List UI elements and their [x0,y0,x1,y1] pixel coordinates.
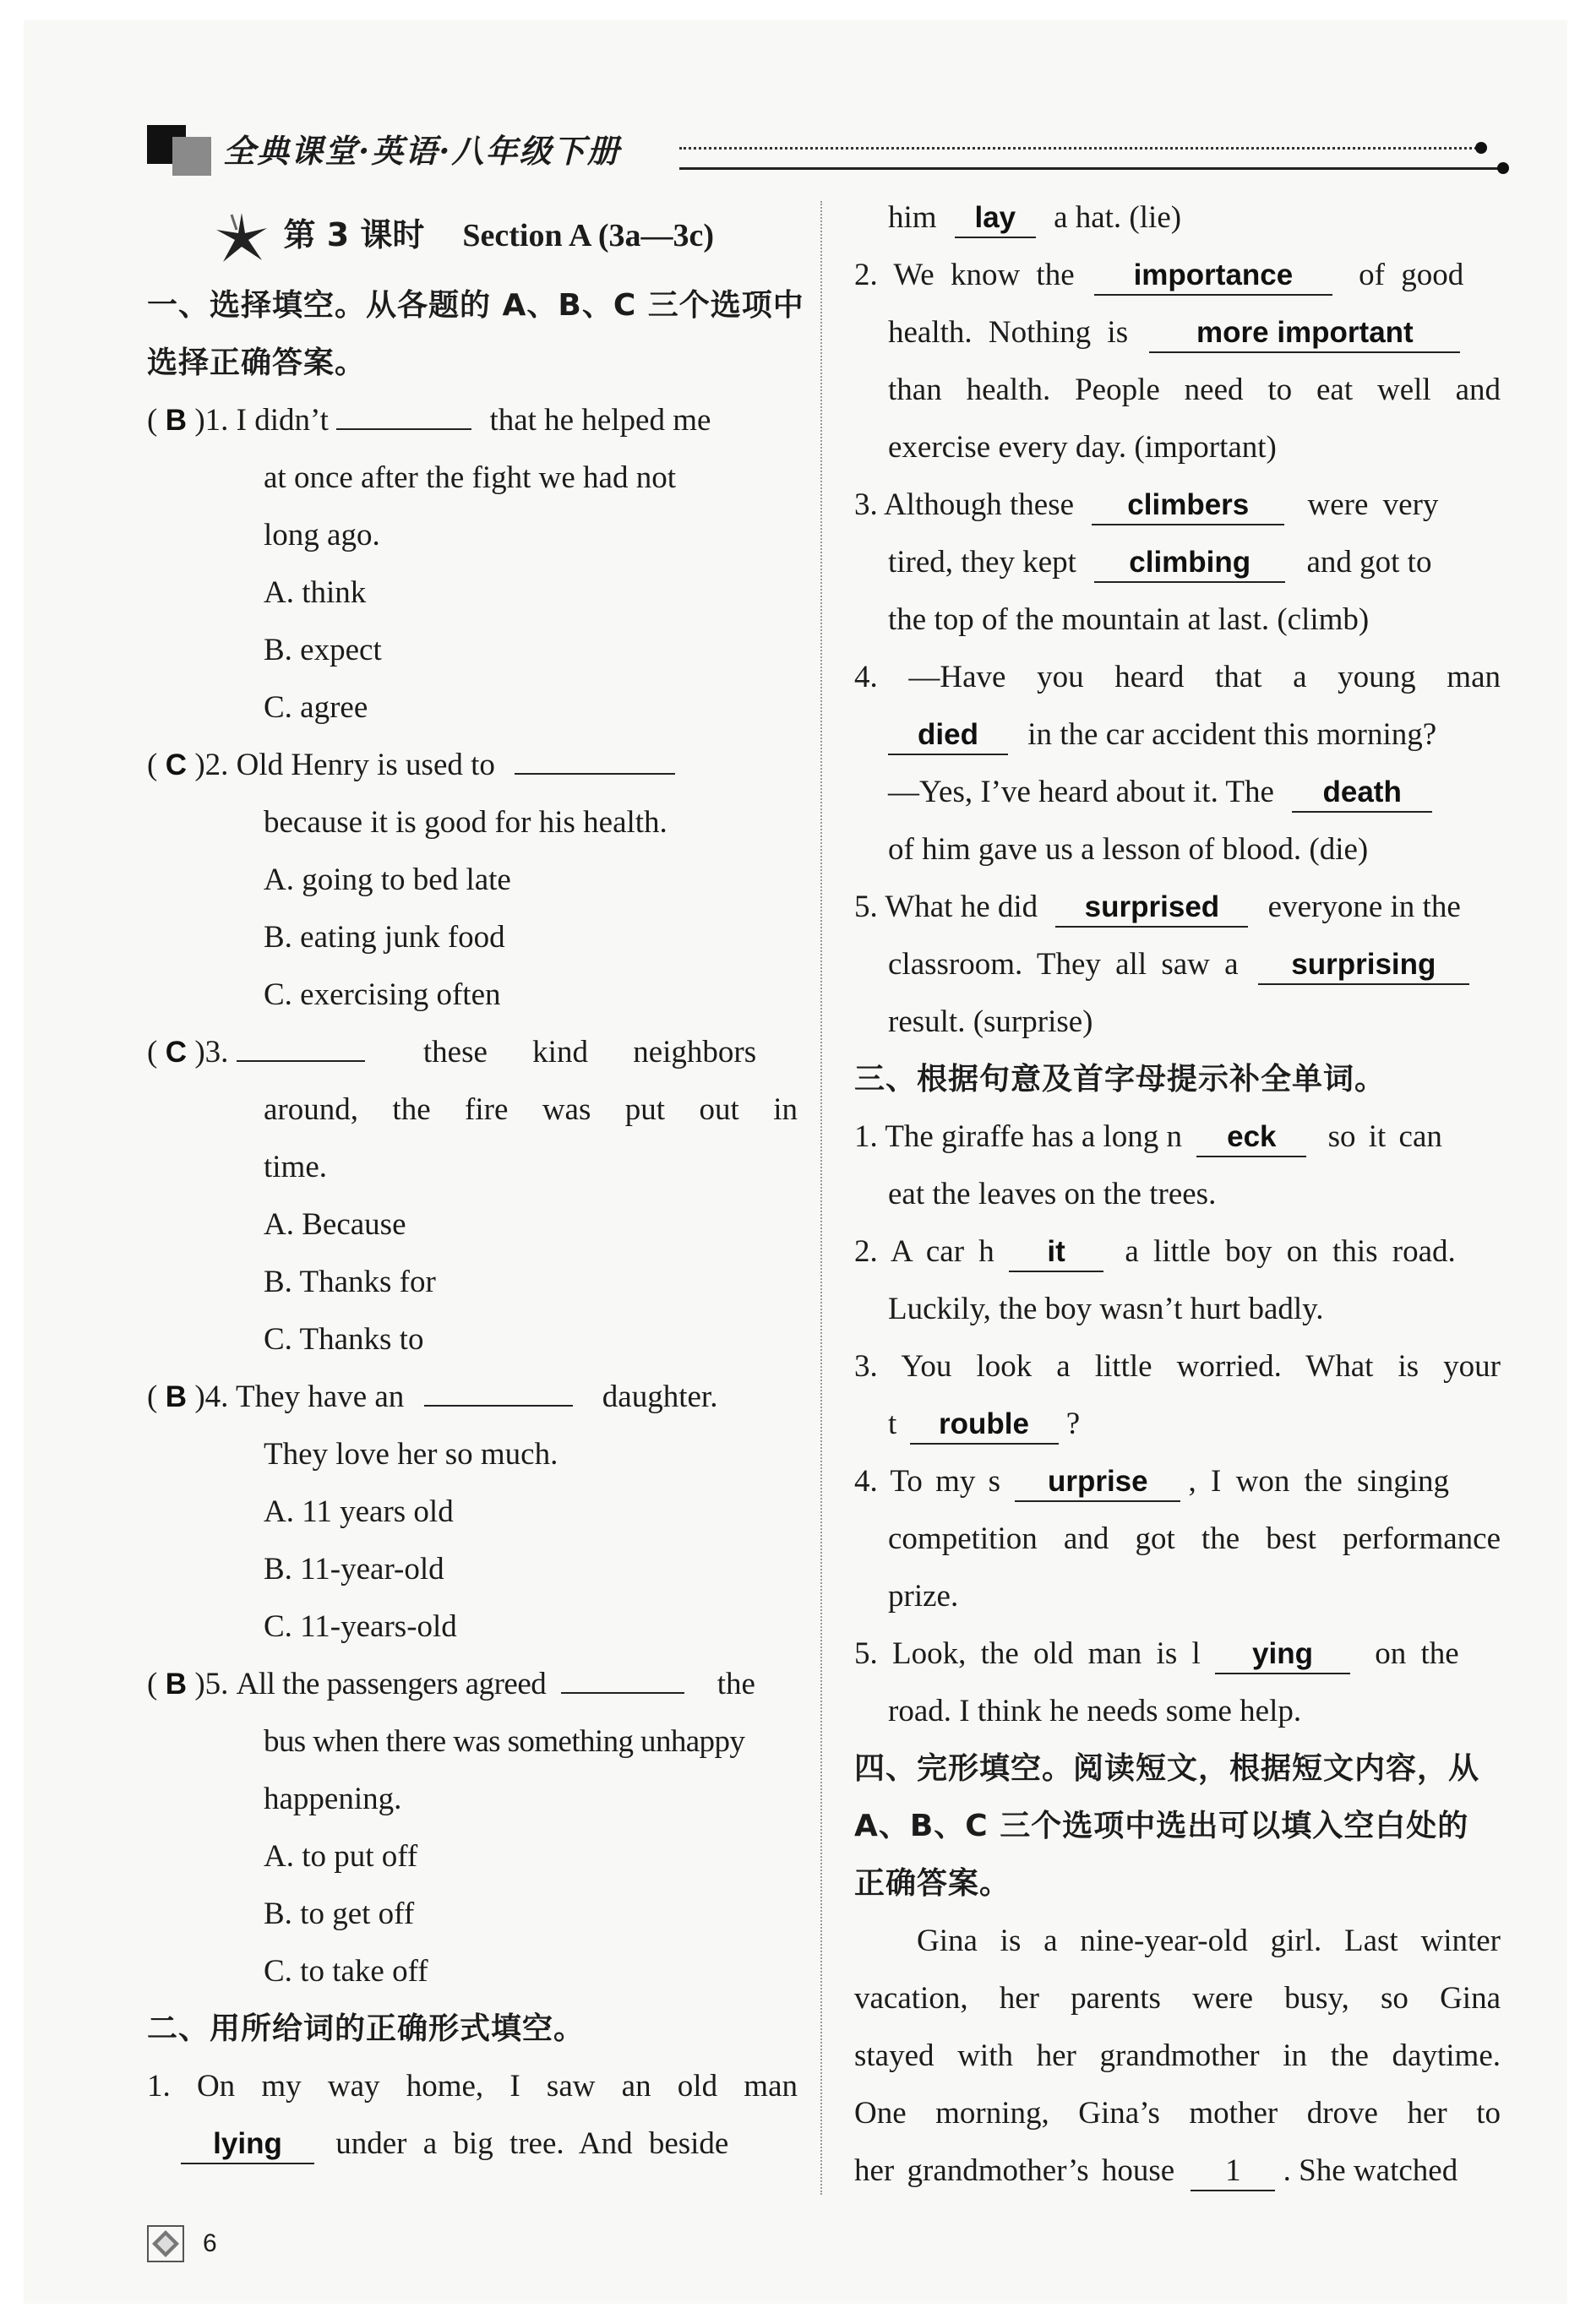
word-question-2: 2. A car h it a little boy on this road. [854,1223,1501,1281]
sentence-line: died in the car accident this morning? [854,706,1501,764]
answer-blank[interactable]: it [1009,1233,1103,1272]
word-question-4: 4. To my s urprise , I won the singing [854,1453,1501,1510]
question-3: ( C )3. these kind neighbors [147,1024,798,1081]
passage-line: her grandmother’s house 1 . She watched [854,2142,1501,2200]
answer-blank[interactable]: died [888,716,1008,755]
option-c: C. to take off [264,1954,428,1989]
option-a: A. to put off [264,1839,418,1874]
answer-blank[interactable] [424,1405,573,1407]
passage-line: stayed with her grandmother in the daytime. [854,2038,1501,2073]
part4-title-cont: A、B、C 三个选项中选出可以填入空白处的 [854,1809,1469,1843]
passage-line: Gina is a nine-year-old girl. Last winter [917,1924,1501,1958]
option-c: C. Thanks to [264,1322,424,1357]
answer-blank[interactable] [237,1060,365,1062]
sentence-4: 4. —Have you heard that a young man [854,660,1501,694]
sentence-line: —Yes, I’ve heard about it. The death [854,764,1501,821]
page-number: 6 [203,2229,217,2257]
header-dot [1475,142,1487,154]
question-5: ( B )5. All the passengers agreed the [147,1656,798,1713]
option-b: B. eating junk food [264,920,505,955]
word-question-3: 3. You look a little worried. What is your [854,1349,1501,1384]
sentence-3: 3. Although these climbers were very [854,476,1501,534]
page [24,20,1567,2304]
page-header [147,120,1507,188]
header-dot [1497,162,1509,174]
page-footer [147,2225,217,2262]
option-b: B. expect [264,633,382,667]
answer-blank[interactable]: climbers [1092,487,1284,525]
answer-blank[interactable]: more important [1149,314,1460,353]
part1-title-cont: 选择正确答案。 [147,346,367,380]
option-a: A. going to bed late [264,863,511,897]
word-question-1: 1. The giraffe has a long n eck so it can [854,1108,1501,1166]
sentence-text: than health. People need to eat well and [888,373,1501,407]
left-column [147,193,804,2173]
sentence-line: lying under a big tree. And beside [147,2115,798,2173]
answer-letter: B [165,404,187,437]
diamond-icon [147,2225,184,2262]
option-a: A. 11 years old [264,1494,454,1529]
answer-blank[interactable]: lay [955,199,1036,238]
header-dotted-line [679,147,1482,150]
answer-letter: C [165,748,187,781]
answer-letter: C [165,1036,187,1069]
cloze-blank-1[interactable]: 1 [1191,2153,1275,2191]
answer-letter: B [165,1380,187,1413]
option-a: A. think [264,575,367,610]
passage-line: vacation, her parents were busy, so Gina [854,1981,1501,2016]
header-title: 全典课堂·英语·八年级下册 [223,132,621,170]
word-question-5: 5. Look, the old man is l ying on the [854,1625,1501,1683]
sentence-text: of him gave us a lesson of blood. (die) [888,832,1369,867]
lesson-label: 第 3 课时 [283,216,425,253]
question-text: because it is good for his health. [264,805,667,840]
sentence-line: him lay a hat. (lie) [854,189,1501,247]
question-text: bus when there was something unhappy [264,1724,745,1759]
passage-line: One morning, Gina’s mother drove her to [854,2096,1501,2131]
sentence-text: prize. [888,1579,959,1614]
right-column [854,189,1501,2200]
answer-blank[interactable]: lying [181,2125,314,2164]
option-b: B. Thanks for [264,1265,436,1299]
part1-title: 一、选择填空。从各题的 A、B、C 三个选项中 [147,288,804,323]
part3-title: 三、根据句意及首字母提示补全单词。 [854,1062,1387,1097]
option-b: B. 11-year-old [264,1552,444,1587]
answer-blank[interactable] [336,428,471,430]
sentence-line: tired, they kept climbing and got to [854,534,1501,591]
sentence-text: result. (surprise) [888,1004,1093,1039]
question-text: They love her so much. [264,1437,558,1472]
part4-title-cont: 正确答案。 [854,1866,1011,1901]
answer-blank[interactable] [515,773,675,775]
sentence-text: Luckily, the boy wasn’t hurt badly. [888,1292,1324,1326]
option-a: A. Because [264,1207,406,1242]
question-4: ( B )4. They have an daughter. [147,1369,798,1426]
part2-title: 二、用所给词的正确形式填空。 [147,2011,586,2046]
option-b: B. to get off [264,1897,415,1931]
sentence-line: t rouble ? [854,1396,1501,1453]
sparkle-icon [215,211,269,265]
question-text: at once after the fight we had not [264,460,676,495]
question-text: around, the fire was put out in [264,1092,798,1127]
question-2: ( C )2. Old Henry is used to [147,737,798,794]
sentence-text: the top of the mountain at last. (climb) [888,602,1370,637]
lesson-title [147,193,798,277]
column-divider [820,201,822,2195]
option-c: C. exercising often [264,977,501,1012]
sentence-line: classroom. They all saw a surprising [854,936,1501,993]
sentence-text: 1. On my way home, I saw an old man [147,2069,798,2104]
header-logo-square-grey [172,137,211,176]
answer-blank[interactable]: climbing [1094,544,1285,583]
answer-blank[interactable]: urprise [1015,1463,1180,1502]
question-text: long ago. [264,518,380,552]
question-1: ( B )1. I didn’t that he helped me [147,392,798,449]
answer-blank[interactable]: surprised [1055,889,1248,928]
question-text: time. [264,1150,328,1184]
header-rule [679,167,1501,170]
sentence-2: 2. We know the importance of good [854,247,1501,304]
answer-blank[interactable]: eck [1196,1118,1306,1157]
part4-title: 四、完形填空。阅读短文，根据短文内容，从 [854,1751,1480,1786]
option-c: C. 11-years-old [264,1609,457,1644]
question-text: happening. [264,1782,402,1816]
answer-blank[interactable] [561,1692,684,1694]
option-c: C. agree [264,690,368,725]
sentence-text: competition and got the best performance [888,1521,1501,1556]
answer-blank[interactable]: importance [1094,257,1332,296]
answer-blank[interactable]: rouble [910,1406,1059,1445]
answer-letter: B [165,1668,187,1701]
answer-blank[interactable]: surprising [1258,946,1469,985]
lesson-section: Section A (3a—3c) [462,218,715,253]
sentence-line: health. Nothing is more important [854,304,1501,362]
sentence-text: exercise every day. (important) [888,430,1277,465]
answer-blank[interactable]: ying [1215,1636,1350,1674]
sentence-text: eat the leaves on the trees. [888,1177,1217,1211]
answer-blank[interactable]: death [1292,774,1432,813]
sentence-text: road. I think he needs some help. [888,1694,1302,1728]
sentence-5: 5. What he did surprised everyone in the [854,879,1501,936]
